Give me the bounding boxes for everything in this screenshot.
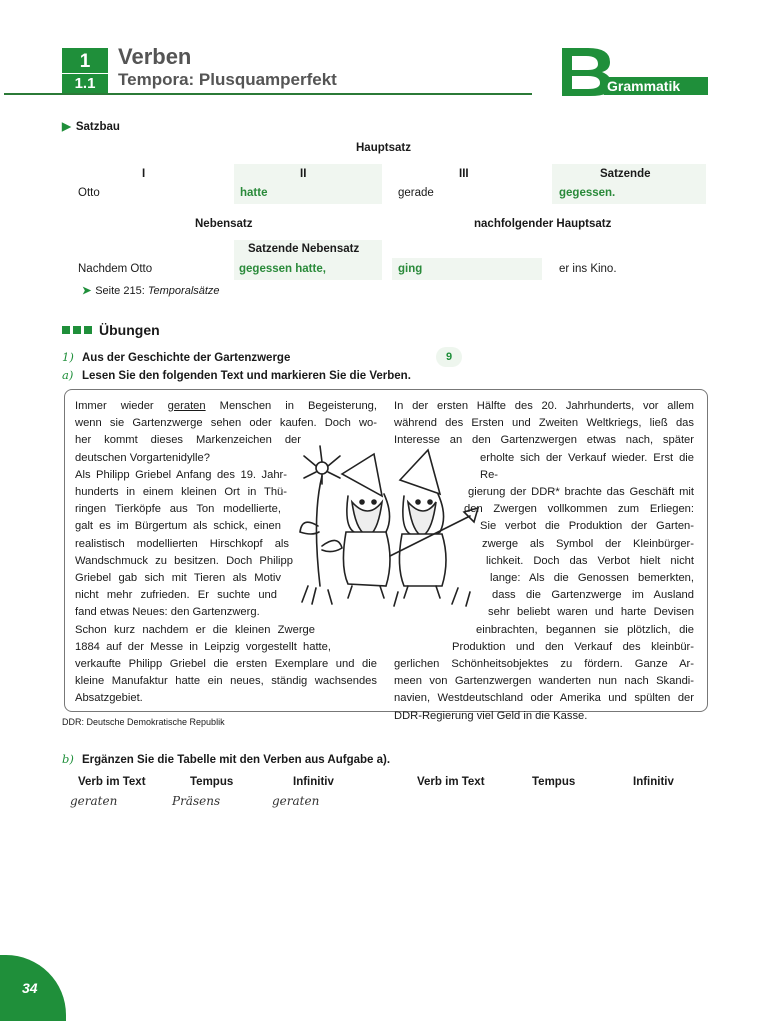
text-line: Wandschmuck zu besitzen. Doch Philipp xyxy=(75,554,293,567)
table-header-tempus-1: Tempus xyxy=(190,776,234,788)
position-label-2: II xyxy=(300,168,307,180)
row2-cell-3: ging xyxy=(398,263,423,275)
text-line: zwerge als Symbol der Kleinbürger- xyxy=(482,537,694,550)
text-line: Immer wieder geraten Menschen in Begeisterung, xyxy=(75,400,378,412)
text-line: gierung der DDR* brachte das Geschäft mit xyxy=(468,486,694,499)
task-b-letter: b) xyxy=(62,752,74,766)
table-header-verb-1: Verb im Text xyxy=(78,776,146,788)
chapter-number: 1 xyxy=(79,51,91,72)
square-icon xyxy=(84,326,92,334)
table-header-verb-2: Verb im Text xyxy=(417,776,485,788)
square-icon xyxy=(62,326,70,334)
page-number-badge xyxy=(0,955,66,1021)
page-reference[interactable] xyxy=(82,284,220,297)
grammatik-label: Grammatik xyxy=(604,77,708,95)
text-line: nicht mehr zufrieden. Er suchte und xyxy=(75,589,277,602)
text-line: fand etwas Neues: den Gartenzwerg. xyxy=(75,606,260,619)
text-line: verkaufte Philipp Griebel die ersten Exemplare und die xyxy=(75,658,377,671)
text-line: hunderts in einem kleinen Ort in Thü- xyxy=(75,486,287,499)
satzende-nebensatz-label: Satzende Nebensatz xyxy=(248,243,360,255)
triangle-icon: ▶ xyxy=(62,121,71,133)
text-line: galt es im Bürgertum als schick, einen xyxy=(75,520,281,533)
chapter-number-box xyxy=(62,48,108,94)
text-line: sehr beliebt waren und harte Devisen xyxy=(488,606,694,619)
footnote: DDR: Deutsche Demokratische Republik xyxy=(62,717,225,727)
text-line: gerlichen Schönheitsobjektes zu fördern. Ganze Ar- xyxy=(394,658,694,671)
hauptsatz-label: Hauptsatz xyxy=(356,142,411,154)
section-number: 1.1 xyxy=(62,73,108,92)
task-b-text: Ergänzen Sie die Tabelle mit den Verben aus Aufgabe a). xyxy=(82,754,391,766)
answer-verb: geraten xyxy=(70,794,118,808)
task-b xyxy=(62,752,390,766)
text-line: Griebel gab sich mit Tieren als Motiv xyxy=(75,572,281,585)
row1-cell-1: Otto xyxy=(78,187,100,199)
text-line: den Zwergen vollkommen zum Erliegen: xyxy=(464,503,694,516)
row1-cell-4: gegessen. xyxy=(559,187,616,199)
text-line: her kommt dieses Markenzeichen der xyxy=(75,434,301,447)
row1-cell-3: gerade xyxy=(398,187,434,199)
task-a xyxy=(62,368,411,382)
text-line: DDR-Regierung viel Geld in die Kasse. xyxy=(394,709,588,722)
exercise-1-title xyxy=(62,350,290,364)
row2-cell-4: er ins Kino. xyxy=(559,263,617,275)
exercise-title: Aus der Geschichte der Gartenzwerge xyxy=(82,352,291,364)
text-line: deutschen Vorgartenidylle? xyxy=(75,451,210,464)
satzbau-heading xyxy=(62,119,120,133)
text-line: 1884 auf der Messe in Leipzig vorgestellt hatte, xyxy=(75,640,331,653)
arrow-right-icon: ➤ xyxy=(82,285,92,297)
text-line: Absatzgebiet. xyxy=(75,692,143,705)
marked-verb: geraten xyxy=(167,400,206,412)
page-number: 34 xyxy=(22,980,38,996)
nachfolgender-hauptsatz-label: nachfolgender Hauptsatz xyxy=(474,218,612,230)
position-label-1: I xyxy=(142,168,146,180)
text-line: lange: Als die Genossen bemerkten, xyxy=(490,572,694,585)
uebungen-heading xyxy=(62,322,160,338)
satzbau-label: Satzbau xyxy=(75,121,120,133)
task-a-letter: a) xyxy=(62,368,74,382)
reference-topic: Temporalsätze xyxy=(147,285,220,297)
uebungen-label: Übungen xyxy=(99,322,160,338)
garden-gnomes-illustration xyxy=(282,436,482,616)
text-line: Produktion und den Verkauf des kleinbür- xyxy=(452,640,694,653)
chapter-title: Verben xyxy=(118,44,192,69)
header-rule xyxy=(4,93,532,95)
square-icon xyxy=(73,326,81,334)
reference-prefix: Seite 215: xyxy=(95,285,148,297)
exercise-number: 1) xyxy=(62,350,74,364)
text-line: während des Ersten und Zweiten Weltkriegs, ließ das xyxy=(394,417,694,430)
text-line: meen von Gartenzwergen wanderten nun nach Skandi- xyxy=(394,675,694,688)
text-line: In der ersten Hälfte des 20. Jahrhunderts, vor allem xyxy=(394,400,694,412)
table-header-tempus-2: Tempus xyxy=(532,776,576,788)
answer-tempus: Präsens xyxy=(172,794,221,808)
position-label-satzende: Satzende xyxy=(600,168,651,180)
exercise-badge: 9 xyxy=(436,347,462,367)
section-title: Tempora: Plusquamperfekt xyxy=(118,70,337,89)
nebensatz-label: Nebensatz xyxy=(195,218,253,230)
text-line: einbrachten, begannen sie plötzlich, die xyxy=(476,623,694,636)
text-line: wenn sie Gartenzwerge sehen oder kaufen. Doch wo- xyxy=(75,417,377,430)
table-header-infinitiv-2: Infinitiv xyxy=(633,776,674,788)
text-line: lichkeit. Doch das Verbot hielt nicht xyxy=(486,554,694,567)
text-line: navien, Westdeutschland oder Amerika und spülten der xyxy=(394,692,694,705)
text-line: dass die Gartenzwerge im Ausland xyxy=(492,589,694,602)
text-line: realistisch modellierten Hirschkopf als xyxy=(75,537,289,550)
text-line: Sie verbot die Produktion der Garten- xyxy=(480,520,694,533)
row1-cell-2: hatte xyxy=(240,187,268,199)
answer-infinitiv: geraten xyxy=(272,794,320,808)
text-line: Als Philipp Griebel Anfang des 19. Jahr- xyxy=(75,468,287,481)
text-line: Schon kurz nachdem er die kleinen Zwerge xyxy=(75,623,315,636)
text-line: erholte sich der Verkauf wieder. Erst die Re- xyxy=(480,451,694,481)
text-line: Interesse an den Gartenzwergen etwas nach, später xyxy=(394,434,694,447)
row2-cell-1: Nachdem Otto xyxy=(78,263,153,275)
row2-cell-2: gegessen hatte, xyxy=(239,263,326,275)
table-header-infinitiv-1: Infinitiv xyxy=(293,776,334,788)
position-label-3: III xyxy=(459,168,469,180)
text-line: kleine Manufaktur hatte ein neues, ständig wachsendes xyxy=(75,675,377,688)
text-line: ringen Tierköpfe aus Ton modellierte, xyxy=(75,503,281,516)
task-a-text: Lesen Sie den folgenden Text und markieren Sie die Verben. xyxy=(82,370,411,382)
